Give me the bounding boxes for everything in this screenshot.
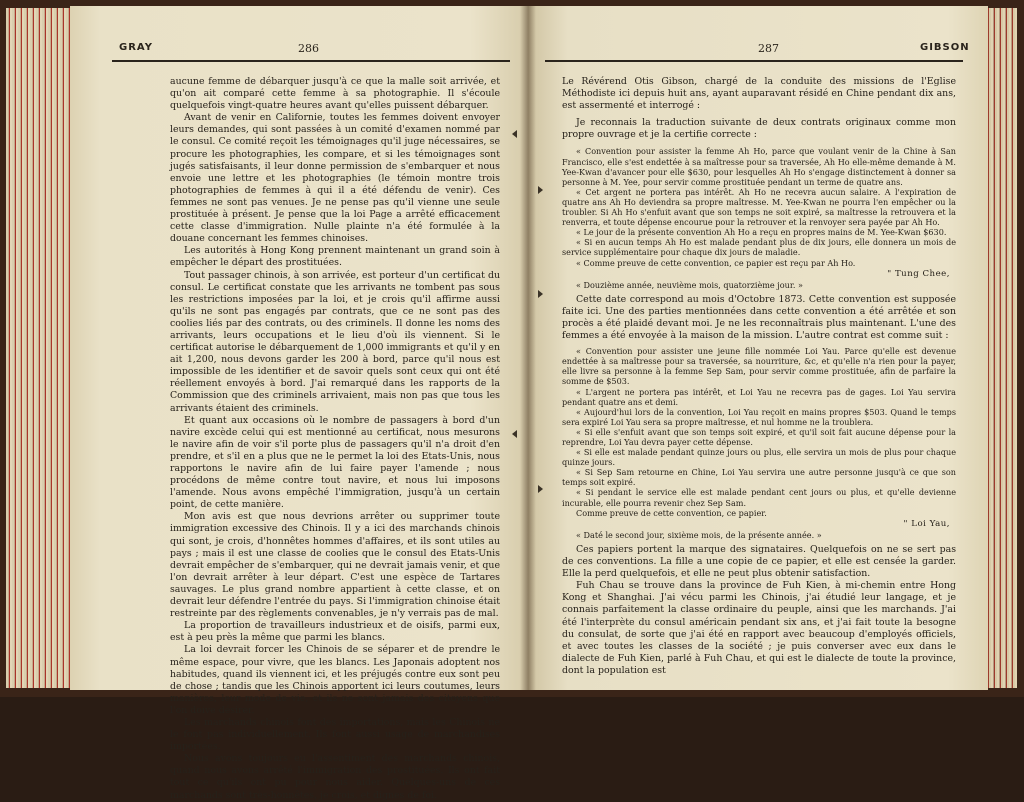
paragraph: Tout passager chinois, à son arrivée, est porteur d'un certificat du consul. Le certificat constate que les arrivants ne tombent pas sous les restrictions imposées par la loi, et je crois qu'il affirme aussi qu'ils ne sont pas engagés par contrats, que ce ne sont pas des coolies liés par des contrats, ou des criminels. Il donne les noms des arrivants, leurs occupations et le lieu d'où ils viennent. Si le certificat autorise le débarquement de 1,000 immigrants et qu'il y en ait 1,200, nous devons garder les 200 à bord, parce qu'il nous est impossible de les identifier et de savoir quels sont ceux qui ont été réellement envoyés à bord. J'ai remarqué dans les rapports de la Commission que des criminels arrivaient, mais non pas que tous les arrivants étaient des criminels. xyxy=(170,269,500,414)
paragraph: Les marchands chinois font des importations, mais les Chinois ne le font pas individuellement. Ils font aussi usage de marchandises importées. xyxy=(170,716,500,753)
left-page-number: 286 xyxy=(298,42,319,55)
margin-mark xyxy=(538,290,543,298)
contract-clause: « Comme preuve de cette convention, ce papier est reçu par Ah Ho. xyxy=(576,257,856,268)
margin-mark xyxy=(538,186,543,194)
right-header-rule xyxy=(545,60,963,62)
signature-loi-yau: " Loi Yau, xyxy=(903,518,950,529)
contract-clause: « Cet argent ne portera pas intérêt. Ah Ho ne recevra aucun salaire. A l'expiration de quatre ans Ah Ho deviendra sa propre maîtresse. M. Yee-Kwan ne pourra l'en empêcher ou la troubler. Si Ah Ho s'enfuit avant que son temps ne soit expiré, sa maîtresse la retrouvera et la renverra, et toute dépense encourue pour la retrouver et la renvoyer sera payée par Ah Ho. xyxy=(562,186,956,228)
margin-mark xyxy=(538,485,543,493)
contract-clause: « Si pendant le service elle est malade pendant cent jours ou plus, et qu'elle devienne incurable, elle pourra revenir chez Sep Sam. xyxy=(562,487,956,508)
right-running-head: GIBSON xyxy=(920,42,970,53)
contract-date: « Douzième année, neuvième mois, quatorzième jour. » xyxy=(576,279,803,290)
contract-clause: Comme preuve de cette convention, ce papier. xyxy=(576,507,767,518)
contract-clause: « Convention pour assister une jeune fille nommée Loi Yau. Parce qu'elle est devenue endettée à sa maîtresse pour sa traversée, sa nourriture, &c, et qu'elle n'a rien pour la payer, elle livre sa personne à la femme Sep Sam, pour servir comme prostituée, afin de parfaire la somme de $503. xyxy=(562,346,956,387)
book-gutter xyxy=(520,6,536,690)
paragraph: La loi devrait forcer les Chinois de se séparer et de prendre le même espace, pour vivre, que les blancs. Les Japonais adoptent nos habitudes, quand ils viennent ici, et les préjugés contre eux sont peu de chose ; tandis que les Chinois apportent ici leurs coutumes, leurs manières, leur mode de vie, et ils ne sont jamais des citoyens que l'on doive désirer. xyxy=(170,644,500,716)
contract-clause: « Convention pour assister la femme Ah Ho, parce que voulant venir de la Chine à San Francisco, elle s'est endettée à sa maîtresse pour sa traversée, Ah Ho elle-même demande à M. Yee-Kwan d'avancer pour elle $630, pour lesquelles Ah Ho s'engage distinctement à donner sa personne à M. Yee, pour servir comme prostituée pendant un terme de quatre ans. xyxy=(562,146,956,187)
contract-clause: « L'argent ne portera pas intérêt, et Loi Yau ne recevra pas de gages. Loi Yau servira pendant quatre ans et demi. xyxy=(562,386,956,407)
witness-intro: Le Révérend Otis Gibson, chargé de la conduite des missions de l'Eglise Méthodiste ici depuis huit ans, ayant auparavant résidé en Chine pendant dix ans, est assermenté et interrogé : xyxy=(562,76,956,112)
paragraph: Fuh Chau se trouve dans la province de Fuh Kien, à mi-chemin entre Hong Kong et Shanghai. J'ai vécu parmi les Chinois, j'ai étudié leur langage, et je connais parfaitement la classe ordinaire du peuple, ainsi que les marchands. J'ai été l'interprète du consul américain pendant six ans, et j'ai fait toute la besogne du consulat, de sorte que j'ai été en rapport avec beaucoup d'employés officiels, et avec toutes les classes de la société ; je puis converser avec eux dans le dialecte de Fuh Kien, parlé à Fuh Chau, et qui est le dialecte de toute la province, dont la population est xyxy=(562,580,956,676)
margin-mark xyxy=(512,430,517,438)
contract-ah-ho xyxy=(562,146,956,267)
paragraph: Cette date correspond au mois d'Octobre 1873. Cette convention est supposée faite ici. Une des parties mentionnées dans cette convention a été arrêtée et son procès a été plaidé devant moi. Je ne les reconnaîtrais plus maintenant. L'une des femmes a été envoyée à la maison de la mission. L'autre contrat est comme suit : xyxy=(562,293,956,342)
contract-clause: « Le jour de la présente convention Ah Ho a reçu en propres mains de M. Yee-Kwan $630. xyxy=(576,227,947,238)
contract-date: « Daté le second jour, sixième mois, de la présente année. » xyxy=(576,529,822,540)
right-page-edges xyxy=(985,8,1017,688)
contract-clause: « Si elle s'enfuit avant que son temps soit expiré, et qu'il soit fait aucune dépense pour la reprendre, Loi Yau devra payer cette dépense. xyxy=(562,426,956,447)
signature-tung-chee: " Tung Chee, xyxy=(887,268,950,279)
paragraph: Les autorités à Hong Kong prennent maintenant un grand soin à empêcher le départ des prostituées. xyxy=(170,245,500,269)
contract-clause: « Si elle est malade pendant quinze jours ou plus, elle servira un mois de plus pour chaque quinze jours. xyxy=(562,447,956,468)
right-page-body xyxy=(562,76,956,677)
paragraph: aucune femme de débarquer jusqu'à ce que la malle soit arrivée, et qu'on ait comparé cette femme à sa photographie. Il s'écoule quelquefois vingt-quatre heures avant qu'elles puissent débarquer. xyxy=(170,76,500,112)
paragraph: Nous avons toujours eu l'assentiment des marchands chinois, quand nous avons arrêté l'immigration des prostituées. Ils ont fait tout ce qu'ils ont pu pour nous aider. Quelques-uns de ces marchands sont très-honnêtes, je crois, et dignes de foi. xyxy=(170,753,500,801)
paragraph: Et quant aux occasions où le nombre de passagers à bord d'un navire excède celui qui est mentionné au certificat, nous mesurons le navire afin de voir s'il porte plus de passagers qu'il n'a droit d'en prendre, et s'il en a plus que ne le permet la loi des Etats-Unis, nous rapportons le navire afin de lui faire payer l'amende ; nous procédons de même contre tout navire, et nous lui imposons l'amende. Nous avons empêché l'immigration, jusqu'à un certain point, de cette manière. xyxy=(170,414,500,511)
paragraph: Avant de venir en Californie, toutes les femmes doivent envoyer leurs demandes, qui sont passées à un comité d'examen nommé par le consul. Ce comité reçoit les témoignages qu'il juge nécessaires, se procure les photographies, les compare, et si les témoignages sont jugés satisfaisants, il leur donne permission de s'embarquer et nous envoie une lettre et les photographies (le témoin montre trois photographies de femmes à qui il a été défendu de venir). Ces femmes ne sont pas venues. Je ne pense pas qu'il vienne une seule prostituée à présent. Je pense que la loi Page a arrêté efficacement cette classe d'immigration. Nulle plainte n'a été formulée à la douane concernant les femmes chinoises. xyxy=(170,112,500,245)
paragraph: Ces papiers portent la marque des signataires. Quelquefois on ne se sert pas de ces conventions. La fille a une copie de ce papier, et elle est censée la garder. Elle la perd quelquefois, et elle ne peut plus obtenir satisfaction. xyxy=(562,543,956,580)
left-running-head: GRAY xyxy=(119,42,153,53)
margin-mark xyxy=(512,130,517,138)
recognition-statement: Je reconnais la traduction suivante de deux contrats originaux comme mon propre ouvrage et je la certifie correcte : xyxy=(562,117,956,141)
contract-loi-yau xyxy=(562,346,956,518)
left-header-rule xyxy=(112,60,510,62)
paragraph: Mon avis est que nous devrions arrêter ou supprimer toute immigration excessive des Chinois. Il y a ici des marchands chinois qui sont, je crois, d'honnêtes hommes d'affaires, et ils sont utiles au pays ; mais il est une classe de coolies que le consul des Etats-Unis devrait empêcher de s'embarquer, qui ne devrait jamais venir, et que l'on devrait arrêter à leur départ. C'est une espèce de Tartares sauvages. Le plus grand nombre appartient à cette classe, et on devrait leur défendre l'entrée du pays. Si l'immigration chinoise était restreinte par des règlements convenables, je n'y verrais pas de mal. xyxy=(170,511,500,620)
left-page-body xyxy=(170,76,500,802)
left-page-edges xyxy=(6,8,72,688)
right-page-number: 287 xyxy=(758,42,779,55)
paragraph: La proportion de travailleurs industrieux et de oisifs, parmi eux, est à peu près la même que parmi les blancs. xyxy=(170,620,500,644)
contract-clause: « Aujourd'hui lors de la convention, Loi Yau reçoit en mains propres $503. Quand le temps sera expiré Loi Yau sera sa propre maîtresse, et nul homme ne la troublera. xyxy=(562,406,956,427)
contract-clause: « Si Sep Sam retourne en Chine, Loi Yau servira une autre personne jusqu'à ce que son temps soit expiré. xyxy=(562,467,956,488)
contract-clause: « Si en aucun temps Ah Ho est malade pendant plus de dix jours, elle donnera un mois de service supplémentaire pour chaque dix jours de maladie. xyxy=(562,237,956,258)
